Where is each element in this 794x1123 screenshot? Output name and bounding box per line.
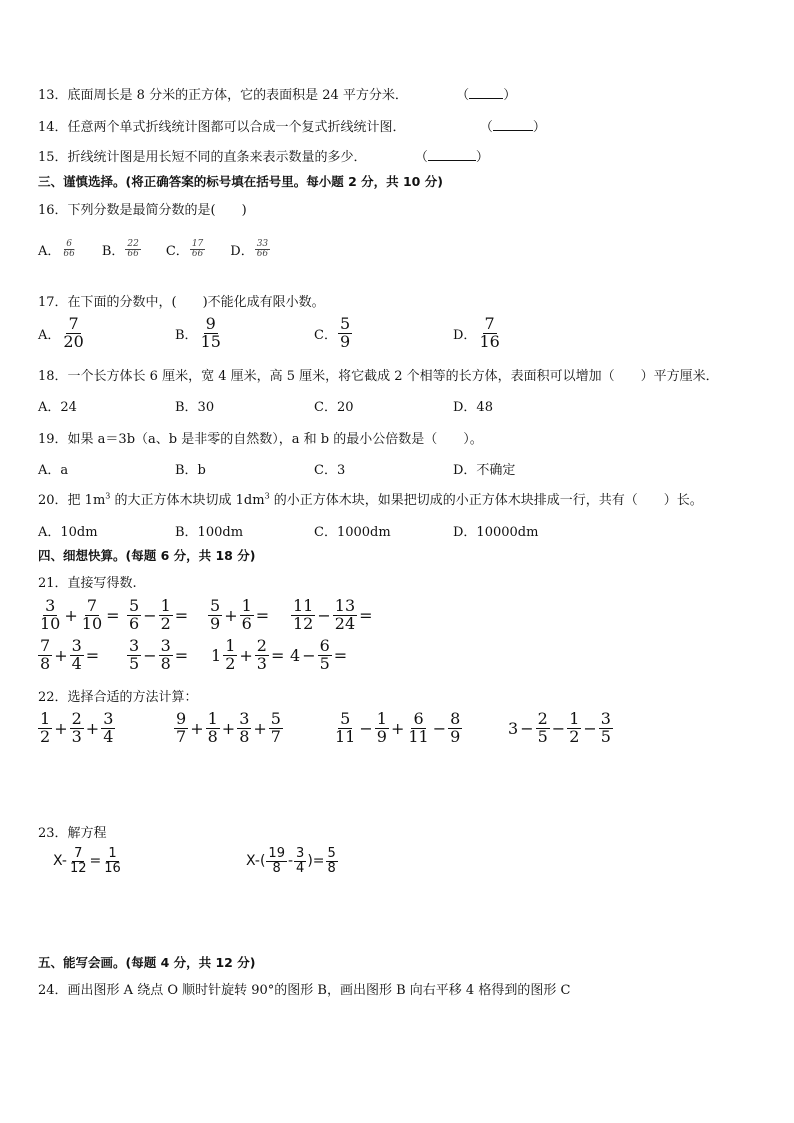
numerator: 6 [319, 636, 330, 655]
option-label: B． [175, 327, 198, 343]
numerator: 5 [327, 846, 336, 861]
fraction [294, 847, 306, 875]
denominator: 4 [71, 653, 82, 673]
numerator: 5 [210, 596, 221, 615]
denominator: 7 [176, 726, 187, 746]
expression-21-6 [126, 638, 189, 673]
fraction [477, 316, 501, 351]
answer-blank-15[interactable] [428, 147, 476, 161]
option-d[interactable] [230, 240, 271, 260]
denominator: 7 [270, 726, 281, 746]
numerator: 13 [334, 596, 356, 615]
numerator: 6 [413, 709, 424, 728]
stem-part: 的小正方体木块，如果把切成的小正方体木块排成一行，共有（ ）长。 [269, 493, 703, 508]
expression-22-2 [173, 711, 284, 746]
equals-sign: = [89, 853, 102, 870]
equals-sign: = [359, 605, 373, 625]
denominator: 5 [537, 726, 548, 746]
operator: − [432, 718, 447, 738]
answer-blank-13[interactable] [469, 85, 503, 99]
fraction [406, 711, 430, 746]
question-16-options [38, 240, 271, 260]
option-c[interactable]: C．3 [314, 463, 346, 478]
option-b[interactable] [102, 240, 142, 260]
fraction [38, 638, 52, 673]
question-21-stem: 21．直接写得数. [38, 576, 137, 591]
option-d[interactable]: D．48 [453, 400, 493, 415]
expression-21-7 [211, 638, 285, 673]
numerator: 7 [68, 314, 79, 333]
denominator: 4 [103, 726, 114, 746]
numerator: 1 [225, 636, 236, 655]
option-b[interactable] [175, 316, 224, 351]
operator: + [253, 718, 267, 738]
expression-21-3 [207, 598, 270, 633]
fraction [70, 711, 84, 746]
equals-sign: = [255, 605, 270, 625]
denominator: 10 [81, 613, 103, 633]
equals-sign: = [174, 645, 189, 665]
answer-paren-open: （ [479, 120, 493, 135]
denominator: 2 [160, 613, 171, 633]
equation-23-2 [246, 847, 339, 875]
denominator: 11 [335, 726, 356, 746]
superscript: 3 [105, 491, 111, 501]
operator: − [359, 718, 373, 738]
operator: + [190, 718, 204, 738]
question-24-stem: 24．画出图形 A 绕点 O 顺时针旋转 90°的图形 B，画出图形 B 向右平移 4 格得到的图形 C [38, 983, 571, 998]
numerator: 22 [127, 239, 139, 249]
option-a[interactable]: A．a [38, 463, 69, 478]
denominator: 5 [319, 653, 330, 673]
option-b[interactable]: B．30 [175, 400, 215, 415]
option-label: C． [314, 327, 337, 343]
numerator: 2 [71, 709, 82, 728]
numerator: 6 [66, 239, 72, 249]
operator: + [221, 718, 236, 738]
operator: − [551, 718, 566, 738]
option-label: A． [38, 327, 61, 343]
numerator: 7 [40, 636, 51, 655]
fraction [199, 316, 223, 351]
section-3-title: 三、谨慎选择。(将正确答案的标号填在括号里。每小题 2 分，共 10 分) [38, 174, 443, 189]
denominator: 2 [40, 726, 51, 746]
numerator: 3 [71, 636, 82, 655]
fraction [206, 711, 220, 746]
denominator: 9 [376, 726, 387, 746]
answer-paren-close: ） [475, 150, 489, 165]
numerator: 5 [339, 314, 351, 333]
fraction [567, 711, 581, 746]
numerator: 9 [205, 314, 216, 333]
denominator: 5 [600, 726, 611, 746]
denominator: 3 [71, 726, 82, 746]
denominator: 9 [339, 331, 351, 351]
question-15-text: 15．折线统计图是用长短不同的直条来表示数量的多少． [38, 150, 367, 165]
option-d[interactable]: D．10000dm [453, 525, 539, 540]
numerator: 3 [45, 596, 56, 615]
numerator: 3 [103, 709, 114, 728]
operator: + [390, 718, 405, 738]
denominator: 11 [408, 726, 429, 746]
expression-21-8 [290, 638, 348, 673]
stem-part: 的大正方体木块切成 1dm [110, 493, 265, 508]
operator: − [302, 645, 316, 665]
denominator: 8 [239, 726, 250, 746]
section-5-title: 五、能写会画。(每题 4 分，共 12 分) [38, 955, 256, 970]
expression-22-3 [332, 711, 463, 746]
fraction [102, 847, 123, 875]
operator: − [583, 718, 597, 738]
question-17-stem: 17．在下面的分数中，( )不能化成有限小数。 [38, 295, 325, 310]
denominator: 6 [129, 613, 140, 633]
denominator: 16 [479, 331, 500, 351]
fraction [269, 711, 283, 746]
denominator: 66 [63, 249, 75, 260]
answer-paren-close: ） [532, 120, 546, 135]
numerator: 5 [340, 709, 351, 728]
denominator: 8 [160, 653, 171, 673]
option-b[interactable]: B．100dm [175, 525, 244, 540]
question-18-stem: 18．一个长方体长 6 厘米，宽 4 厘米，高 5 厘米，将它截成 2 个相等的长方体，表面积可以增加（ ）平方厘米． [38, 369, 719, 384]
denominator: 5 [129, 653, 140, 673]
superscript: 3 [264, 491, 270, 501]
expression-22-1 [37, 711, 116, 746]
operator: − [143, 605, 157, 625]
fraction [255, 240, 270, 260]
denominator: 10 [40, 613, 61, 633]
fraction [190, 240, 205, 260]
option-a[interactable] [38, 240, 78, 260]
operator: − [143, 645, 157, 665]
fraction [223, 638, 237, 673]
numerator: 1 [40, 709, 51, 728]
fraction [255, 638, 269, 673]
stem-part: 20．把 1m [38, 493, 106, 508]
denominator: 8 [272, 860, 281, 876]
question-13-text: 13．底面周长是 8 分米的正方体，它的表面积是 24 平方分米． [38, 88, 408, 103]
fraction [127, 598, 141, 633]
denominator: 4 [296, 860, 305, 876]
numerator: 1 [376, 709, 387, 728]
operator: − [520, 718, 534, 738]
numerator: 1 [569, 709, 580, 728]
numerator: 11 [293, 596, 314, 615]
denominator: 66 [191, 249, 204, 260]
fraction [599, 711, 613, 746]
option-c[interactable]: C．1000dm [314, 525, 391, 540]
expression-21-5 [37, 638, 100, 673]
option-a[interactable]: A．24 [38, 400, 77, 415]
denominator: 9 [210, 613, 221, 633]
fraction [159, 598, 173, 633]
numerator: 7 [74, 846, 83, 861]
fraction [208, 598, 222, 633]
equals-sign: = [85, 645, 100, 665]
fraction [127, 638, 141, 673]
fraction [240, 598, 254, 633]
denominator: 12 [293, 613, 314, 633]
fraction [125, 240, 140, 260]
denominator: 6 [241, 613, 252, 633]
fraction [448, 711, 462, 746]
whole-number: 3 [508, 718, 519, 738]
numerator: 19 [268, 846, 285, 861]
numerator: 3 [239, 709, 250, 728]
operator: − [317, 605, 331, 625]
numerator: 5 [129, 596, 140, 615]
expression-21-2 [126, 598, 189, 633]
fraction [326, 847, 338, 875]
operator: + [85, 718, 100, 738]
answer-paren-open: （ [414, 150, 428, 165]
answer-paren-close: ） [503, 88, 517, 103]
fraction [70, 638, 84, 673]
fraction [375, 711, 389, 746]
fraction [38, 598, 62, 633]
denominator: 8 [327, 860, 336, 876]
fraction [38, 711, 52, 746]
question-22-stem: 22．选择合适的方法计算： [38, 690, 198, 705]
denominator: 9 [450, 726, 461, 746]
fraction [237, 711, 251, 746]
question-13 [38, 84, 516, 103]
fraction [333, 598, 357, 633]
question-14-text: 14．任意两个单式折线统计图都可以合成一个复式折线统计图． [38, 120, 406, 135]
expression-22-4 [508, 711, 614, 746]
option-d[interactable] [453, 316, 503, 351]
denominator: 2 [225, 653, 236, 673]
fraction [80, 598, 104, 633]
fraction [159, 638, 173, 673]
fraction [101, 711, 115, 746]
question-20-stem [38, 489, 703, 508]
answer-blank-14[interactable] [493, 117, 533, 131]
equals-sign: )= [307, 853, 325, 870]
question-23-stem: 23．解方程 [38, 826, 107, 841]
option-label: D． [230, 244, 254, 260]
denominator: 66 [127, 249, 139, 260]
numerator: 1 [207, 709, 218, 728]
fraction [174, 711, 188, 746]
fraction [318, 638, 332, 673]
numerator: 5 [270, 709, 281, 728]
option-c[interactable] [166, 240, 206, 260]
denominator: 8 [207, 726, 218, 746]
variable-x: X-( [246, 853, 266, 870]
fraction [61, 240, 76, 260]
variable-x: X- [53, 853, 67, 870]
numerator: 7 [484, 314, 495, 333]
equals-sign: = [333, 645, 348, 665]
equals-sign: = [174, 605, 189, 625]
numerator: 8 [450, 709, 461, 728]
numerator: 2 [256, 636, 267, 655]
numerator: 1 [241, 596, 252, 615]
question-15 [38, 146, 489, 165]
fraction [68, 847, 89, 875]
option-a[interactable] [38, 316, 87, 351]
expression-21-1 [37, 598, 121, 633]
operator: + [64, 605, 78, 625]
numerator: 3 [160, 636, 171, 655]
question-16-stem: 16．下列分数是最简分数的是( ) [38, 203, 247, 218]
question-14 [38, 116, 546, 135]
option-b[interactable]: B．b [175, 463, 206, 478]
answer-paren-open: （ [456, 88, 470, 103]
operator: + [54, 645, 68, 665]
fraction [266, 847, 287, 875]
option-a[interactable]: A．10dm [38, 525, 98, 540]
denominator: 16 [104, 860, 121, 876]
operator: - [287, 853, 294, 870]
fraction [333, 711, 357, 746]
numerator: 17 [191, 239, 204, 249]
numerator: 1 [108, 846, 117, 861]
numerator: 7 [86, 596, 98, 615]
numerator: 33 [256, 239, 269, 249]
denominator: 2 [569, 726, 580, 746]
denominator: 3 [256, 653, 267, 673]
operator: + [54, 718, 68, 738]
option-d[interactable]: D．不确定 [453, 463, 516, 478]
section-4-title: 四、细想快算。(每题 6 分，共 18 分) [38, 548, 256, 563]
numerator: 2 [537, 709, 548, 728]
numerator: 3 [129, 636, 140, 655]
denominator: 15 [200, 331, 221, 351]
operator: + [239, 645, 253, 665]
denominator: 12 [69, 860, 87, 876]
question-19-stem: 19．如果 a＝3b（a、b 是非零的自然数），a 和 b 的最小公倍数是（ ）。 [38, 432, 483, 447]
whole-number: 4 [290, 645, 301, 665]
option-label: D． [453, 327, 477, 343]
numerator: 9 [176, 709, 187, 728]
operator: + [224, 605, 238, 625]
expression-21-4 [290, 598, 374, 633]
option-label: A． [38, 244, 61, 260]
fraction [536, 711, 550, 746]
fraction [291, 598, 315, 633]
numerator: 3 [296, 846, 305, 861]
fraction [338, 316, 352, 351]
denominator: 8 [40, 653, 51, 673]
option-c[interactable]: C．20 [314, 400, 354, 415]
option-c[interactable] [314, 316, 353, 351]
numerator: 1 [160, 596, 171, 615]
equals-sign: = [106, 605, 120, 625]
equals-sign: = [270, 645, 285, 665]
numerator: 3 [600, 709, 611, 728]
whole-number: 1 [211, 645, 222, 665]
option-label: B． [101, 244, 125, 260]
denominator: 24 [334, 613, 356, 633]
option-label: C． [165, 244, 189, 260]
denominator: 20 [63, 331, 84, 351]
equation-23-1 [53, 847, 124, 875]
denominator: 66 [256, 249, 269, 260]
fraction [61, 316, 85, 351]
